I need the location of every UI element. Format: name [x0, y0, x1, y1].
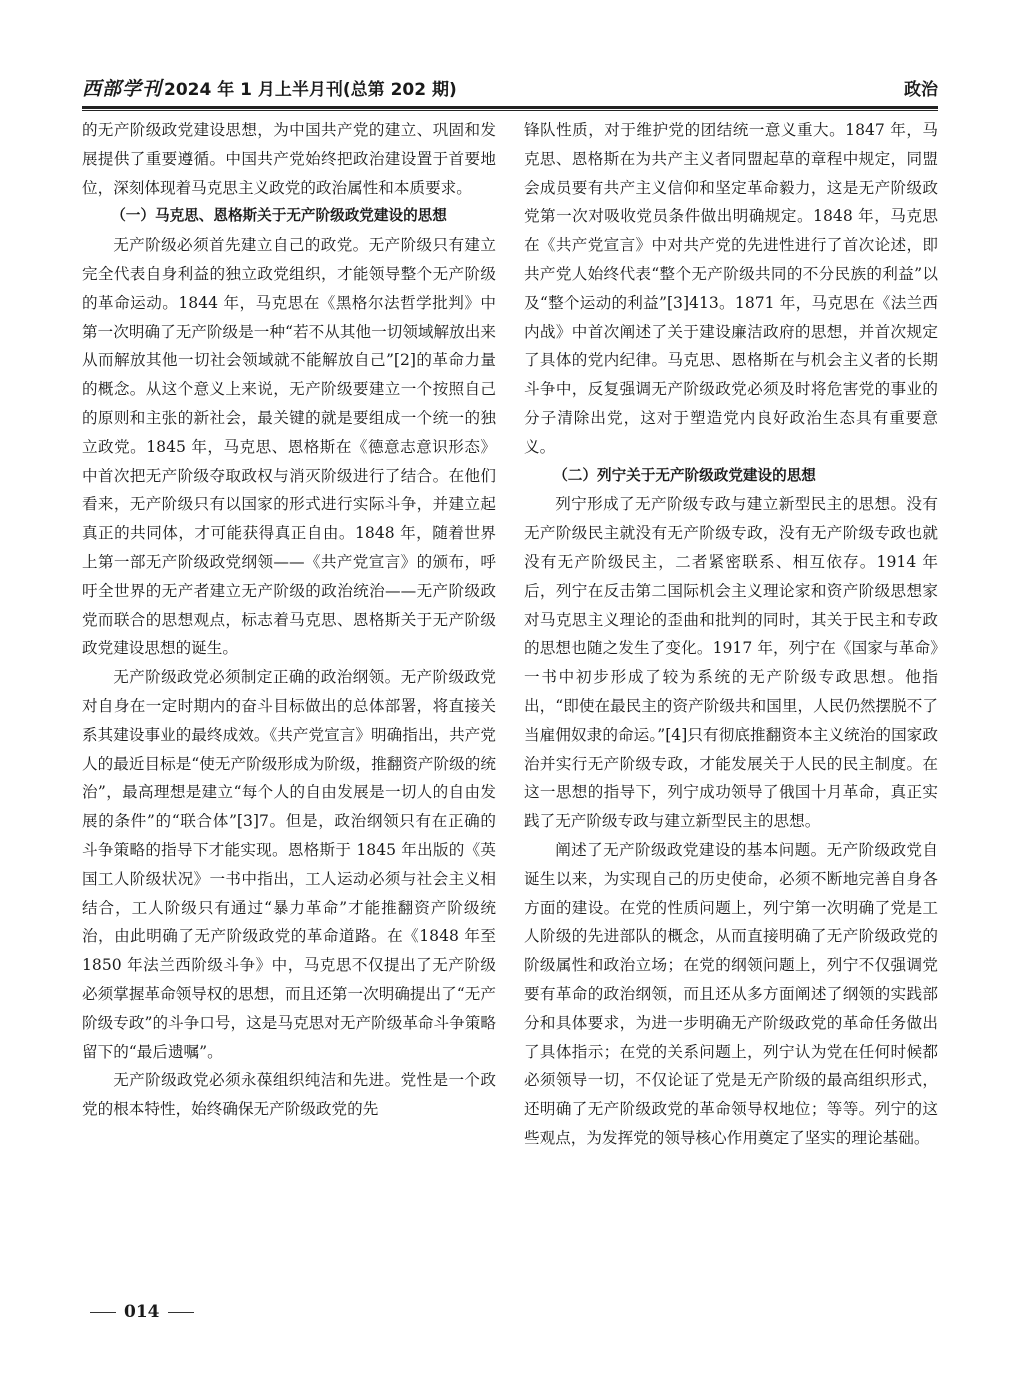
left-column	[82, 116, 496, 1124]
header-rule-thin	[82, 110, 938, 111]
paragraph: 无产阶级必须首先建立自己的政党。无产阶级只有建立完全代表自身利益的独立政党组织，才能领导整个无产阶级的革命运动。1844 年，马克思在《黑格尔法哲学批判》中第一次明确了无产阶级是一种“若不从其他一切领域解放出来从而解放其他一切社会领域就不能解放自己”[2]的革命力量的概念。从这个意义上来说，无产阶级要建立一个按照自己的原则和主张的新社会，最关键的就是要组成一个统一的独立政党。1845 年，马克思、恩格斯在《德意志意识形态》中首次把无产阶级夺取政权与消灭阶级进行了结合。在他们看来，无产阶级只有以国家的形式进行实际斗争，并建立起真正的共同体，才可能获得真正自由。1848 年，随着世界上第一部无产阶级政党纲领——《共产党宣言》的颁布，呼吁全世界的无产者建立无产阶级的政治统治——无产阶级政党而联合的思想观点，标志着马克思、恩格斯关于无产阶级政党建设思想的诞生。	[82, 236, 496, 658]
footer-dash-right	[168, 1312, 194, 1313]
page-number: 014	[124, 1302, 160, 1322]
section-heading: （一）马克思、恩格斯关于无产阶级政党建设的思想	[111, 207, 447, 225]
paragraph: 无产阶级政党必须制定正确的政治纲领。无产阶级政党对自身在一定时期内的奋斗目标做出的总体部署，将直接关系其建设事业的最终成效。《共产党宣言》明确指出，共产党人的最近目标是“使无产阶级形成为阶级，推翻资产阶级的统治”，最高理想是建立“每个人的自由发展是一切人的自由发展的条件”的“联合体”[3]7。但是，政治纲领只有在正确的斗争策略的指导下才能实现。恩格斯于 1845 年出版的《英国工人阶级状况》一书中指出，工人运动必须与社会主义相结合，工人阶级只有通过“暴力革命”才能推翻资产阶级统治，由此明确了无产阶级政党的革命道路。在《1848 年至 1850 年法兰西阶级斗争》中，马克思不仅提出了无产阶级必须掌握革命领导权的思想，而且还第一次明确提出了“无产阶级专政”的斗争口号，这是马克思对无产阶级革命斗争策略留下的“最后遗嘱”。	[82, 668, 496, 1061]
section-heading: （二）列宁关于无产阶级政党建设的思想	[553, 466, 816, 484]
paragraph: 阐述了无产阶级政党建设的基本问题。无产阶级政党自诞生以来，为实现自己的历史使命，必须不断地完善自身各方面的建设。在党的性质问题上，列宁第一次明确了党是工人阶级的先进部队的概念，从而直接明确了无产阶级政党的阶级属性和政治立场；在党的纲领问题上，列宁不仅强调党要有革命的政治纲领，而且还从多方面阐述了纲领的实践部分和具体要求，为进一步明确无产阶级政党的革命任务做出了具体指示；在党的关系问题上，列宁认为党在任何时候都必须领导一切，不仅论证了党是无产阶级的最高组织形式，还明确了无产阶级政党的革命领导权地位；等等。列宁的这些观点，为发挥党的领导核心作用奠定了坚实的理论基础。	[524, 840, 938, 1147]
footer-dash-left	[90, 1312, 116, 1313]
section-title: 政治	[904, 79, 938, 100]
paragraph: 无产阶级政党必须永葆组织纯洁和先进。党性是一个政党的根本特性，始终确保无产阶级政党的先	[82, 1071, 496, 1119]
issue-info: 2024 年 1 月上半月刊(总第 202 期)	[164, 79, 457, 100]
page-header	[82, 70, 938, 104]
right-column	[524, 116, 938, 1153]
header-rule-thick	[82, 106, 938, 109]
paragraph: 列宁形成了无产阶级专政与建立新型民主的思想。没有无产阶级民主就没有无产阶级专政，没有无产阶级专政也就没有无产阶级民主，二者紧密联系、相互依存。1914 年后，列宁在反击第二国际机会主义理论家和资产阶级思想家对马克思主义理论的歪曲和批判的同时，其关于民主和专政的思想也随之发生了变化。1917 年，列宁在《国家与革命》一书中初步形成了较为系统的无产阶级专政思想。他指出，“即使在最民主的资产阶级共和国里，人民仍然摆脱不了当雇佣奴隶的命运。”[4]只有彻底推翻资本主义统治的国家政治并实行无产阶级专政，才能发展关于人民的民主制度。在这一思想的指导下，列宁成功领导了俄国十月革命，真正实践了无产阶级专政与建立新型民主的思想。	[524, 495, 938, 831]
paragraph: 的无产阶级政党建设思想，为中国共产党的建立、巩固和发展提供了重要遵循。中国共产党始终把政治建设置于首要地位，深刻体现着马克思主义政党的政治属性和本质要求。	[82, 121, 496, 197]
paragraph: 锋队性质，对于维护党的团结统一意义重大。1847 年，马克思、恩格斯在为共产主义者同盟起草的章程中规定，同盟会成员要有共产主义信仰和坚定革命毅力，这是无产阶级政党第一次对吸收党员条件做出明确规定。1848 年，马克思在《共产党宣言》中对共产党的先进性进行了首次论述，即共产党人始终代表“整个无产阶级共同的不分民族的利益”以及“整个运动的利益”[3]413。1871 年，马克思在《法兰西内战》中首次阐述了关于建设廉洁政府的思想，并首次规定了具体的党内纪律。马克思、恩格斯在与机会主义者的长期斗争中，反复强调无产阶级政党必须及时将危害党的事业的分子清除出党，这对于塑造党内良好政治生态具有重要意义。	[524, 121, 938, 456]
header-left	[82, 74, 457, 101]
journal-masthead-logo: 西部学刊	[82, 77, 163, 100]
page-footer	[82, 1302, 202, 1322]
